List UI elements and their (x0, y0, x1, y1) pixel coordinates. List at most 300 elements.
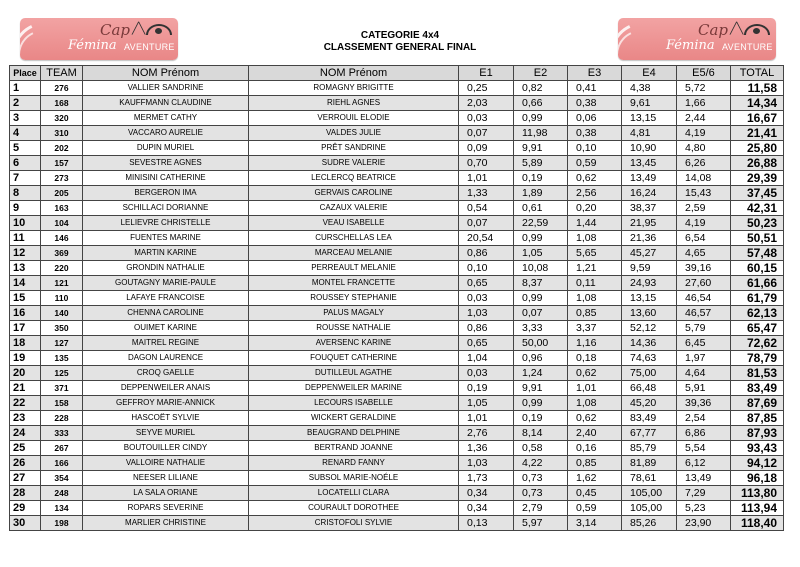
table-row (10, 456, 784, 471)
e5-6-cell: 5,54 (677, 441, 731, 456)
column-header: E3 (568, 66, 622, 81)
table-row (10, 381, 784, 396)
column-header: E1 (459, 66, 514, 81)
e5-6-cell: 2,59 (677, 201, 731, 216)
driver-name-cell: GEFFROY MARIE-ANNICK (83, 396, 249, 411)
e1-cell: 0,70 (459, 156, 514, 171)
e2-cell: 50,00 (514, 336, 568, 351)
codriver-name-cell: VALDES JULIE (249, 126, 459, 141)
e1-cell: 1,05 (459, 396, 514, 411)
e4-cell: 78,61 (622, 471, 677, 486)
team-cell: 220 (41, 261, 83, 276)
cap-femina-logo-right: Cap ╱╲ Fémina AVENTURE (618, 18, 776, 60)
e1-cell: 0,86 (459, 246, 514, 261)
e3-cell: 1,08 (568, 231, 622, 246)
e2-cell: 10,08 (514, 261, 568, 276)
total-cell: 113,80 (731, 486, 784, 501)
e2-cell: 0,99 (514, 231, 568, 246)
e5-6-cell: 4,80 (677, 141, 731, 156)
table-row (10, 231, 784, 246)
total-cell: 87,93 (731, 426, 784, 441)
codriver-name-cell: GERVAIS CAROLINE (249, 186, 459, 201)
e2-cell: 0,96 (514, 351, 568, 366)
results-table (9, 65, 784, 531)
driver-name-cell: LAFAYE FRANCOISE (83, 291, 249, 306)
place-cell: 27 (10, 471, 41, 486)
table-row (10, 201, 784, 216)
e3-cell: 0,59 (568, 156, 622, 171)
place-cell: 26 (10, 456, 41, 471)
team-cell: 121 (41, 276, 83, 291)
e3-cell: 5,65 (568, 246, 622, 261)
e1-cell: 1,01 (459, 171, 514, 186)
team-cell: 273 (41, 171, 83, 186)
e5-6-cell: 46,54 (677, 291, 731, 306)
e5-6-cell: 14,08 (677, 171, 731, 186)
e5-6-cell: 6,86 (677, 426, 731, 441)
e2-cell: 0,07 (514, 306, 568, 321)
e1-cell: 1,36 (459, 441, 514, 456)
place-cell: 11 (10, 231, 41, 246)
team-cell: 140 (41, 306, 83, 321)
e5-6-cell: 5,79 (677, 321, 731, 336)
logo-femina-text: Fémina (68, 38, 117, 53)
place-cell: 3 (10, 111, 41, 126)
e3-cell: 0,10 (568, 141, 622, 156)
total-cell: 57,48 (731, 246, 784, 261)
team-cell: 248 (41, 486, 83, 501)
e1-cell: 0,03 (459, 366, 514, 381)
e4-cell: 14,36 (622, 336, 677, 351)
driver-name-cell: CHENNA CAROLINE (83, 306, 249, 321)
codriver-name-cell: DUTILLEUL AGATHE (249, 366, 459, 381)
e5-6-cell: 5,72 (677, 81, 731, 96)
total-cell: 72,62 (731, 336, 784, 351)
team-cell: 127 (41, 336, 83, 351)
e4-cell: 85,79 (622, 441, 677, 456)
e5-6-cell: 5,23 (677, 501, 731, 516)
team-cell: 354 (41, 471, 83, 486)
team-cell: 104 (41, 216, 83, 231)
e4-cell: 13,49 (622, 171, 677, 186)
e2-cell: 1,05 (514, 246, 568, 261)
codriver-name-cell: PERREAULT MELANIE (249, 261, 459, 276)
total-cell: 29,39 (731, 171, 784, 186)
e2-cell: 0,99 (514, 111, 568, 126)
codriver-name-cell: LECLERCQ BEATRICE (249, 171, 459, 186)
e5-6-cell: 13,49 (677, 471, 731, 486)
e4-cell: 38,37 (622, 201, 677, 216)
driver-name-cell: SEVESTRE AGNES (83, 156, 249, 171)
e4-cell: 85,26 (622, 516, 677, 531)
cap-femina-logo-left: Cap ╱╲ Fémina AVENTURE (20, 18, 178, 60)
table-row (10, 126, 784, 141)
total-cell: 25,80 (731, 141, 784, 156)
e3-cell: 0,18 (568, 351, 622, 366)
e3-cell: 1,44 (568, 216, 622, 231)
e4-cell: 52,12 (622, 321, 677, 336)
e2-cell: 4,22 (514, 456, 568, 471)
place-cell: 17 (10, 321, 41, 336)
codriver-name-cell: ROUSSEY STEPHANIE (249, 291, 459, 306)
table-row (10, 276, 784, 291)
place-cell: 6 (10, 156, 41, 171)
codriver-name-cell: AVERSENC KARINE (249, 336, 459, 351)
e5-6-cell: 4,19 (677, 126, 731, 141)
column-header: NOM Prénom (83, 66, 249, 81)
e2-cell: 8,14 (514, 426, 568, 441)
table-row (10, 321, 784, 336)
driver-name-cell: BOUTOUILLER CINDY (83, 441, 249, 456)
driver-name-cell: HASCOËT SYLVIE (83, 411, 249, 426)
e4-cell: 75,00 (622, 366, 677, 381)
e2-cell: 3,33 (514, 321, 568, 336)
column-header: E2 (514, 66, 568, 81)
place-cell: 8 (10, 186, 41, 201)
table-row (10, 111, 784, 126)
column-header: E4 (622, 66, 677, 81)
e1-cell: 2,03 (459, 96, 514, 111)
team-cell: 202 (41, 141, 83, 156)
e1-cell: 0,03 (459, 111, 514, 126)
table-row (10, 96, 784, 111)
e5-6-cell: 4,65 (677, 246, 731, 261)
e1-cell: 0,07 (459, 126, 514, 141)
driver-name-cell: SEYVE MURIEL (83, 426, 249, 441)
table-row (10, 411, 784, 426)
e4-cell: 9,59 (622, 261, 677, 276)
e3-cell: 1,21 (568, 261, 622, 276)
place-cell: 1 (10, 81, 41, 96)
total-cell: 50,23 (731, 216, 784, 231)
place-cell: 9 (10, 201, 41, 216)
e5-6-cell: 39,16 (677, 261, 731, 276)
e4-cell: 10,90 (622, 141, 677, 156)
place-cell: 20 (10, 366, 41, 381)
team-cell: 320 (41, 111, 83, 126)
e2-cell: 2,79 (514, 501, 568, 516)
e1-cell: 0,09 (459, 141, 514, 156)
team-cell: 134 (41, 501, 83, 516)
column-header: E5/6 (677, 66, 731, 81)
codriver-name-cell: WICKERT GERALDINE (249, 411, 459, 426)
total-cell: 113,94 (731, 501, 784, 516)
e5-6-cell: 46,57 (677, 306, 731, 321)
total-cell: 61,66 (731, 276, 784, 291)
place-cell: 14 (10, 276, 41, 291)
e1-cell: 1,01 (459, 411, 514, 426)
place-cell: 15 (10, 291, 41, 306)
total-cell: 60,15 (731, 261, 784, 276)
table-row (10, 351, 784, 366)
e1-cell: 1,73 (459, 471, 514, 486)
e4-cell: 13,45 (622, 156, 677, 171)
e2-cell: 1,24 (514, 366, 568, 381)
e4-cell: 16,24 (622, 186, 677, 201)
e1-cell: 0,13 (459, 516, 514, 531)
e2-cell: 0,61 (514, 201, 568, 216)
e5-6-cell: 2,54 (677, 411, 731, 426)
e5-6-cell: 6,54 (677, 231, 731, 246)
e2-cell: 8,37 (514, 276, 568, 291)
driver-name-cell: DUPIN MURIEL (83, 141, 249, 156)
e1-cell: 1,03 (459, 306, 514, 321)
total-cell: 78,79 (731, 351, 784, 366)
e2-cell: 0,58 (514, 441, 568, 456)
total-cell: 61,79 (731, 291, 784, 306)
e3-cell: 0,41 (568, 81, 622, 96)
e3-cell: 1,01 (568, 381, 622, 396)
team-cell: 125 (41, 366, 83, 381)
e5-6-cell: 1,66 (677, 96, 731, 111)
e1-cell: 1,03 (459, 456, 514, 471)
place-cell: 19 (10, 351, 41, 366)
e1-cell: 0,25 (459, 81, 514, 96)
codriver-name-cell: ROMAGNY BRIGITTE (249, 81, 459, 96)
team-cell: 198 (41, 516, 83, 531)
e1-cell: 0,07 (459, 216, 514, 231)
total-cell: 14,34 (731, 96, 784, 111)
e3-cell: 1,08 (568, 396, 622, 411)
eye-icon (744, 24, 770, 35)
place-cell: 28 (10, 486, 41, 501)
e1-cell: 0,34 (459, 501, 514, 516)
e2-cell: 0,19 (514, 411, 568, 426)
codriver-name-cell: CAZAUX VALERIE (249, 201, 459, 216)
e3-cell: 0,06 (568, 111, 622, 126)
total-cell: 118,40 (731, 516, 784, 531)
driver-name-cell: OUIMET KARINE (83, 321, 249, 336)
place-cell: 25 (10, 441, 41, 456)
e2-cell: 0,99 (514, 396, 568, 411)
total-cell: 42,31 (731, 201, 784, 216)
driver-name-cell: MINISINI CATHERINE (83, 171, 249, 186)
e1-cell: 1,33 (459, 186, 514, 201)
place-cell: 12 (10, 246, 41, 261)
e3-cell: 0,62 (568, 171, 622, 186)
e5-6-cell: 15,43 (677, 186, 731, 201)
logo-cap-text: Cap (100, 21, 131, 39)
driver-name-cell: MERMET CATHY (83, 111, 249, 126)
place-cell: 13 (10, 261, 41, 276)
e2-cell: 1,89 (514, 186, 568, 201)
team-cell: 369 (41, 246, 83, 261)
e3-cell: 0,62 (568, 366, 622, 381)
e4-cell: 45,20 (622, 396, 677, 411)
driver-name-cell: NEESER LILIANE (83, 471, 249, 486)
driver-name-cell: GRONDIN NATHALIE (83, 261, 249, 276)
driver-name-cell: ROPARS SEVERINE (83, 501, 249, 516)
e2-cell: 0,73 (514, 486, 568, 501)
team-cell: 333 (41, 426, 83, 441)
codriver-name-cell: CRISTOFOLI SYLVIE (249, 516, 459, 531)
table-row (10, 486, 784, 501)
driver-name-cell: LA SALA ORIANE (83, 486, 249, 501)
e5-6-cell: 27,60 (677, 276, 731, 291)
e1-cell: 2,76 (459, 426, 514, 441)
total-cell: 87,69 (731, 396, 784, 411)
team-cell: 276 (41, 81, 83, 96)
logo-cap-text: Cap (698, 21, 729, 39)
driver-name-cell: FUENTES MARINE (83, 231, 249, 246)
e3-cell: 1,16 (568, 336, 622, 351)
driver-name-cell: VACCARO AURELIE (83, 126, 249, 141)
codriver-name-cell: FOUQUET CATHERINE (249, 351, 459, 366)
e4-cell: 13,15 (622, 291, 677, 306)
team-cell: 371 (41, 381, 83, 396)
e4-cell: 9,61 (622, 96, 677, 111)
e1-cell: 0,34 (459, 486, 514, 501)
place-cell: 23 (10, 411, 41, 426)
table-row (10, 171, 784, 186)
total-cell: 83,49 (731, 381, 784, 396)
codriver-name-cell: SUDRE VALERIE (249, 156, 459, 171)
place-cell: 30 (10, 516, 41, 531)
driver-name-cell: KAUFFMANN CLAUDINE (83, 96, 249, 111)
column-header: Place (10, 66, 41, 81)
e5-6-cell: 5,91 (677, 381, 731, 396)
team-cell: 350 (41, 321, 83, 336)
eye-icon (146, 24, 172, 35)
codriver-name-cell: VERROUIL ELODIE (249, 111, 459, 126)
e2-cell: 0,99 (514, 291, 568, 306)
team-cell: 157 (41, 156, 83, 171)
team-cell: 146 (41, 231, 83, 246)
e3-cell: 1,62 (568, 471, 622, 486)
total-cell: 94,12 (731, 456, 784, 471)
total-cell: 50,51 (731, 231, 784, 246)
codriver-name-cell: BERTRAND JOANNE (249, 441, 459, 456)
logo-femina-text: Fémina (666, 38, 715, 53)
codriver-name-cell: CURSCHELLAS LEA (249, 231, 459, 246)
total-cell: 81,53 (731, 366, 784, 381)
e3-cell: 1,08 (568, 291, 622, 306)
driver-name-cell: VALLIER SANDRINE (83, 81, 249, 96)
place-cell: 24 (10, 426, 41, 441)
codriver-name-cell: BEAUGRAND DELPHINE (249, 426, 459, 441)
codriver-name-cell: SUBSOL MARIE-NOÉLE (249, 471, 459, 486)
place-cell: 16 (10, 306, 41, 321)
total-cell: 11,58 (731, 81, 784, 96)
place-cell: 5 (10, 141, 41, 156)
codriver-name-cell: LECOURS ISABELLE (249, 396, 459, 411)
e3-cell: 2,56 (568, 186, 622, 201)
table-row (10, 246, 784, 261)
e5-6-cell: 6,26 (677, 156, 731, 171)
place-cell: 18 (10, 336, 41, 351)
driver-name-cell: CROQ GAELLE (83, 366, 249, 381)
place-cell: 22 (10, 396, 41, 411)
e4-cell: 67,77 (622, 426, 677, 441)
e5-6-cell: 6,12 (677, 456, 731, 471)
e3-cell: 0,11 (568, 276, 622, 291)
e2-cell: 0,19 (514, 171, 568, 186)
table-row (10, 216, 784, 231)
driver-name-cell: MARTIN KARINE (83, 246, 249, 261)
table-row (10, 426, 784, 441)
e5-6-cell: 39,36 (677, 396, 731, 411)
total-cell: 62,13 (731, 306, 784, 321)
driver-name-cell: GOUTAGNY MARIE-PAULE (83, 276, 249, 291)
total-cell: 37,45 (731, 186, 784, 201)
e3-cell: 2,40 (568, 426, 622, 441)
table-row (10, 291, 784, 306)
e4-cell: 105,00 (622, 501, 677, 516)
e4-cell: 105,00 (622, 486, 677, 501)
e4-cell: 24,93 (622, 276, 677, 291)
place-cell: 21 (10, 381, 41, 396)
e1-cell: 0,65 (459, 336, 514, 351)
e3-cell: 0,45 (568, 486, 622, 501)
team-cell: 110 (41, 291, 83, 306)
total-cell: 21,41 (731, 126, 784, 141)
column-header: TOTAL (731, 66, 784, 81)
driver-name-cell: DEPPENWEILER ANAIS (83, 381, 249, 396)
e1-cell: 0,65 (459, 276, 514, 291)
e2-cell: 0,82 (514, 81, 568, 96)
table-row (10, 441, 784, 456)
table-row (10, 501, 784, 516)
e3-cell: 0,85 (568, 456, 622, 471)
e3-cell: 0,59 (568, 501, 622, 516)
team-cell: 163 (41, 201, 83, 216)
e2-cell: 5,97 (514, 516, 568, 531)
e5-6-cell: 1,97 (677, 351, 731, 366)
e4-cell: 83,49 (622, 411, 677, 426)
e4-cell: 81,89 (622, 456, 677, 471)
team-cell: 158 (41, 396, 83, 411)
team-cell: 205 (41, 186, 83, 201)
logo-aventure-text: AVENTURE (722, 42, 773, 52)
codriver-name-cell: LOCATELLI CLARA (249, 486, 459, 501)
e2-cell: 9,91 (514, 141, 568, 156)
e4-cell: 45,27 (622, 246, 677, 261)
table-row (10, 336, 784, 351)
e3-cell: 0,85 (568, 306, 622, 321)
e4-cell: 4,81 (622, 126, 677, 141)
e2-cell: 0,66 (514, 96, 568, 111)
e2-cell: 22,59 (514, 216, 568, 231)
team-cell: 166 (41, 456, 83, 471)
place-cell: 7 (10, 171, 41, 186)
driver-name-cell: DAGON LAURENCE (83, 351, 249, 366)
logo-aventure-text: AVENTURE (124, 42, 175, 52)
place-cell: 2 (10, 96, 41, 111)
driver-name-cell: LELIEVRE CHRISTELLE (83, 216, 249, 231)
codriver-name-cell: RENARD FANNY (249, 456, 459, 471)
e3-cell: 3,37 (568, 321, 622, 336)
table-row (10, 156, 784, 171)
table-row (10, 81, 784, 96)
e1-cell: 0,54 (459, 201, 514, 216)
codriver-name-cell: MONTEL FRANCETTE (249, 276, 459, 291)
table-row (10, 261, 784, 276)
e1-cell: 0,86 (459, 321, 514, 336)
e5-6-cell: 6,45 (677, 336, 731, 351)
driver-name-cell: BERGERON IMA (83, 186, 249, 201)
e5-6-cell: 7,29 (677, 486, 731, 501)
place-cell: 10 (10, 216, 41, 231)
driver-name-cell: VALLOIRE NATHALIE (83, 456, 249, 471)
codriver-name-cell: ROUSSE NATHALIE (249, 321, 459, 336)
table-row (10, 366, 784, 381)
column-header: NOM Prénom (249, 66, 459, 81)
table-row (10, 306, 784, 321)
column-header: TEAM (41, 66, 83, 81)
ranking-title: CLASSEMENT GENERAL FINAL (323, 42, 477, 53)
category-heading: CATEGORIE 4x4 (360, 30, 440, 41)
team-cell: 168 (41, 96, 83, 111)
